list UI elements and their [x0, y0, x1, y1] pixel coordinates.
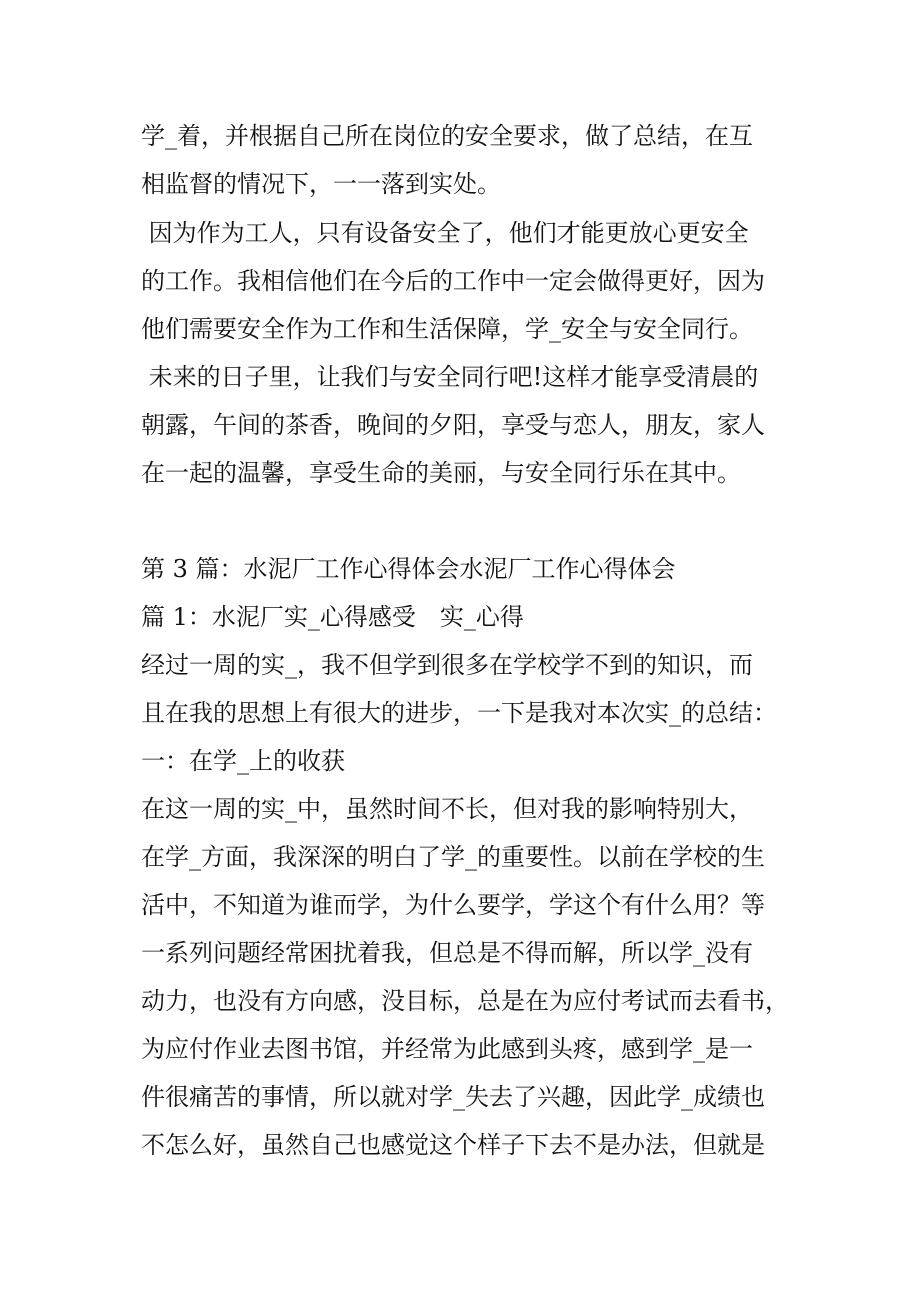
text-line: 在学_方面，我深深的明白了学_的重要性。以前在学校的生 — [141, 843, 765, 871]
text-line: 活中，不知道为谁而学，为什么要学，学这个有什么用？等 — [141, 891, 765, 919]
text-line: 因为作为工人，只有设备安全了，他们才能更放心更安全 — [141, 219, 749, 247]
text-line: 学_着，并根据自己所在岗位的安全要求，做了总结，在互 — [141, 122, 753, 150]
text-line: 的工作。我相信他们在今后的工作中一定会做得更好，因为 — [141, 267, 765, 295]
text-line: 在这一周的实_中，虽然时间不长，但对我的影响特别大， — [141, 795, 753, 823]
text-line: 一：在学_上的收获 — [141, 747, 345, 775]
text-line: 朝露，午间的茶香，晚间的夕阳，享受与恋人，朋友，家人 — [141, 411, 765, 439]
text-line: 不怎么好，虽然自己也感觉这个样子下去不是办法，但就是 — [141, 1131, 765, 1159]
text-line: 经过一周的实_，我不但学到很多在学校学不到的知识，而 — [141, 651, 753, 679]
text-line: 他们需要安全作为工作和生活保障，学_安全与安全同行。 — [141, 315, 753, 343]
text-line: 为应付作业去图书馆，并经常为此感到头疼，感到学_是一 — [141, 1035, 753, 1063]
subsection-heading: 篇 1：水泥厂实_心得感受 实_心得 — [141, 603, 524, 631]
text-line: 动力，也没有方向感，没目标，总是在为应付考试而去看书， — [141, 987, 789, 1015]
text-line: 一系列问题经常困扰着我，但总是不得而解，所以学_没有 — [141, 939, 753, 967]
section-heading: 第 3 篇：水泥厂工作心得体会水泥厂工作心得体会 — [141, 555, 676, 583]
text-line: 相监督的情况下，一一落到实处。 — [141, 170, 501, 198]
text-line: 件很痛苦的事情，所以就对学_失去了兴趣，因此学_成绩也 — [141, 1083, 765, 1111]
text-line: 未来的日子里，让我们与安全同行吧!这样才能享受清晨的 — [141, 363, 759, 391]
text-line: 且在我的思想上有很大的进步，一下是我对本次实_的总结： — [141, 699, 777, 727]
text-line: 在一起的温馨，享受生命的美丽，与安全同行乐在其中。 — [141, 459, 741, 487]
